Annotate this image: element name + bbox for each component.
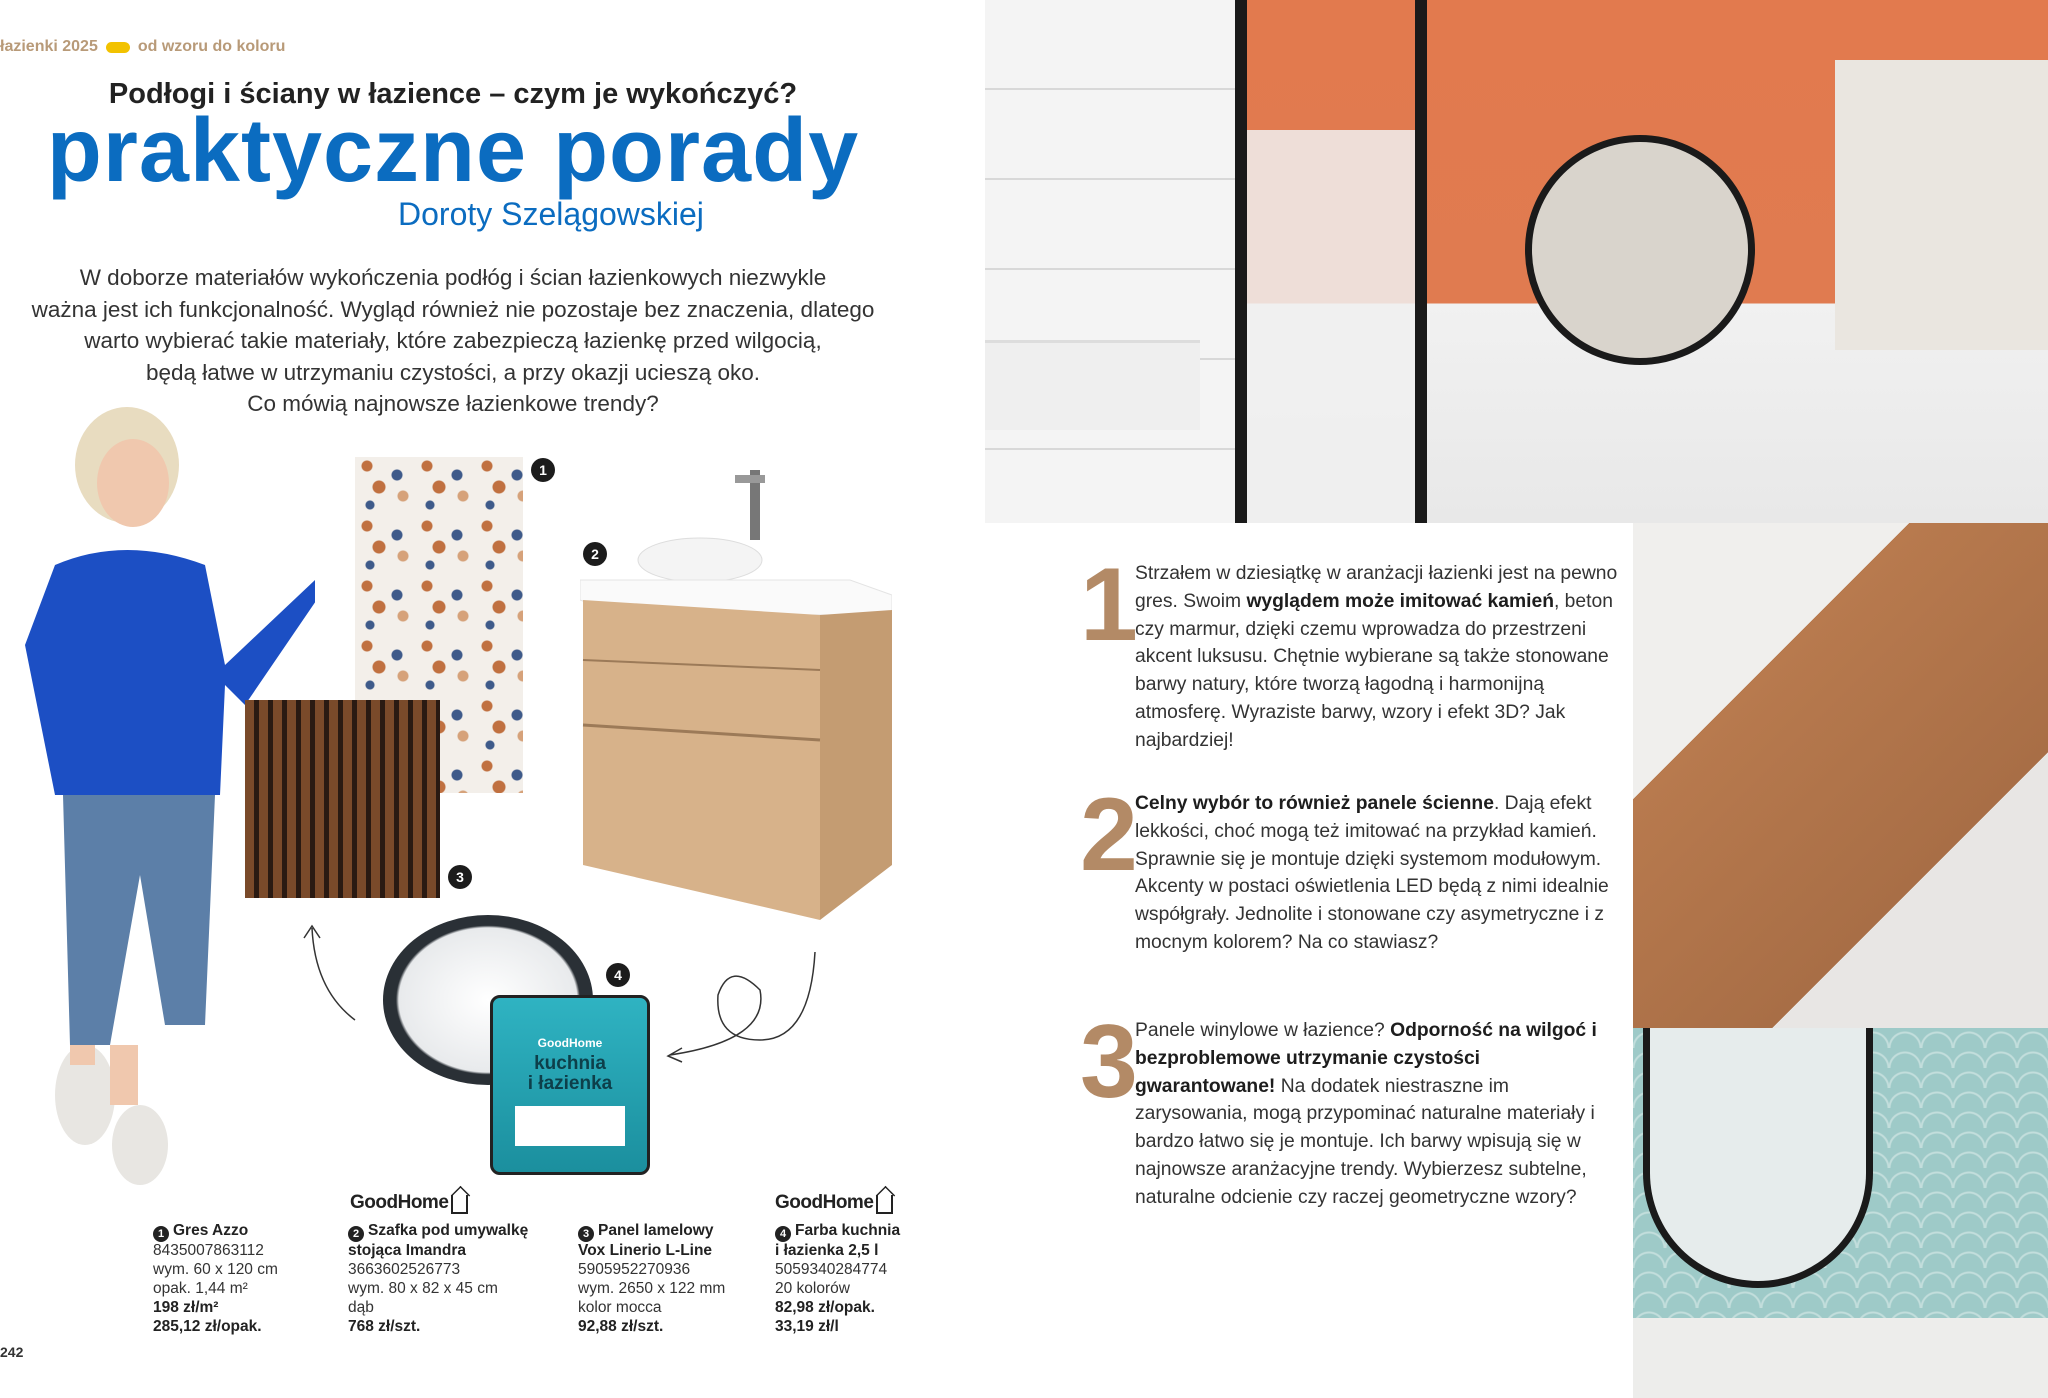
bathroom-photo-orange-wall [985,0,2048,523]
tip-number: 3 [1080,1004,1138,1120]
teal-tile-bathroom-photo [1633,1028,2048,1398]
wood-slat-panel-swatch [245,700,440,898]
intro-line: Co mówią najnowsze łazienkowe trendy? [247,391,659,416]
goodhome-logo: GoodHome [350,1192,468,1214]
tip-text: Celny wybór to również panele ścienne. Dają efekt lekkości, choć mogą też imitować na przykład kamień. Sprawnie się je montuje dzięki systemom modułowym. Akcenty w postaci oświetlenia LED będą z nimi idealnie współgrały. Jednolite i stonowane czy asymetryczne i z mocnym kolorem? Na co stawiasz? [1135,793,1609,953]
arrow-decoration [660,950,820,1070]
article-title: praktyczne porady [46,101,860,201]
intro-line: warto wybierać takie materiały, które zabezpieczą łazienkę przed wilgocią, [84,328,822,353]
intro-paragraph [0,262,906,420]
tip-text: Strzałem w dziesiątkę w aranżacji łazienki jest na pewno gres. Swoim wyglądem może imitować kamień, beton czy marmur, dzięki czemu wprowadza do przestrzeni akcent luksusu. Chętnie wybierane są także stonowane barwy natury, które tworzą łagodną i harmonijną atmosferę. Wyraziste barwy, wzory i efekt 3D? Jak najbardziej! [1135,563,1618,751]
paint-can-image [383,915,653,1175]
arrow-decoration [300,920,360,1030]
product-info-3: 3 Panel lamelowy Vox Linerio L-Line 5905952270936 wym. 2650 x 122 mm kolor mocca 92,88 zł/szt. [578,1222,726,1335]
breadcrumb [0,38,285,56]
page-number: 242 [0,1344,24,1360]
goodhome-logo: GoodHome [775,1192,893,1214]
badge-1: 1 [531,458,555,482]
tip-text: Panele winylowe w łazience? Odporność na wilgoć i bezproblemowe utrzymanie czystości gwarantowane! Na dodatek niestraszne im zarysowania, mogą przypominać naturalne materiały i bardzo łatwo się je montuje. Ich barwy wpisują się w najnowsze aranżacyjne trendy. Wybierzesz subtelne, naturalne odcienie czy raczej geometryczne wzory? [1135,1020,1597,1208]
article-author: Doroty Szelągowskiej [398,196,704,232]
paint-label-line: i łazienka [527,1073,613,1094]
tip-number: 1 [1080,547,1138,663]
wood-floor-photo [1633,523,2048,1028]
badge-4: 4 [606,963,630,987]
product-info-2: 2 Szafka pod umywalkę stojąca Imandra 3663602526773 wym. 80 x 82 x 45 cm dąb 768 zł/szt. [348,1222,529,1335]
product-info-4: 4 Farba kuchnia i łazienka 2,5 l 5059340284774 20 kolorów 82,98 zł/opak. 33,19 zł/l [775,1222,901,1335]
section-label: łazienki 2025 [0,38,98,55]
house-icon [451,1195,468,1214]
intro-line: będą łatwe w utrzymaniu czystości, a przy okazji ucieszą oko. [145,359,760,385]
tip-1 [1080,547,1620,755]
product-info-1: 1 Gres Azzo 8435007863112 wym. 60 x 120 cm opak. 1,44 m² 198 zł/m² 285,12 zł/opak. [153,1222,278,1335]
tip-2 [1080,777,1620,957]
intro-line: ważna jest ich funkcjonalność. Wygląd również nie pozostaje bez znaczenia, dlatego [31,296,875,322]
tip-number: 2 [1080,777,1138,893]
badge-3: 3 [448,865,472,889]
chapter-label: od wzoru do koloru [137,38,286,55]
article-subtitle: Podłogi i ściany w łazience – czym je wykończyć? [108,78,798,110]
intro-line: W doborze materiałów wykończenia podłóg i ścian łazienkowych niezwykle [79,265,827,290]
paint-label-line: kuchnia [534,1053,606,1074]
tip-3 [1080,1004,1620,1212]
paint-brand: GoodHome [537,1036,603,1050]
house-icon [876,1195,893,1214]
separator-pill [106,42,130,53]
badge-2: 2 [583,542,607,566]
vanity-cabinet-image [580,470,892,920]
